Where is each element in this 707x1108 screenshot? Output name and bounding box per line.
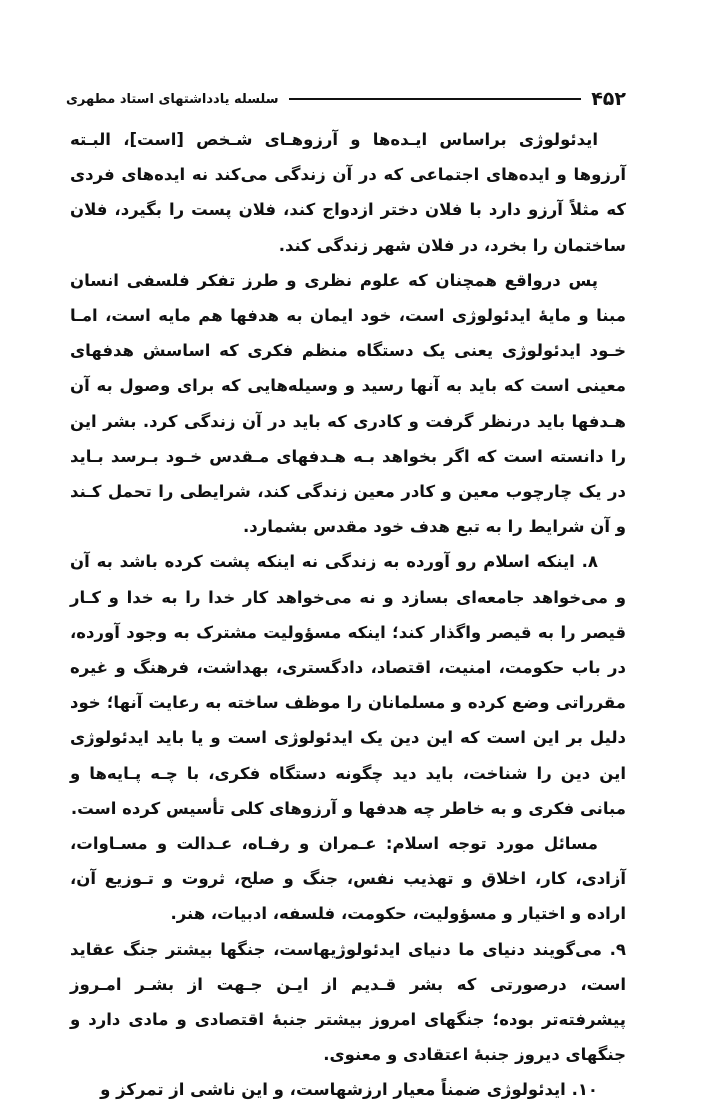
paragraph-item-9: ۹. می‌گویند دنیای ما دنیای ایدئولوژیهاست، جنگها بیشتر جنگ عقاید است، درصورتی که بشر قـدیم از ایـن جـهت از بشـر امـروز پیشرفته‌تر بوده؛ جنگهای امروز بیشتر جنبۀ اقتصادی و مادی دارد و جنگهای دیروز جنبۀ اعتقادی و معنوی. bbox=[70, 939, 626, 1065]
paragraph-item-8: ۸. اینکه اسلام رو آورده به زندگی نه اینکه پشت کرده باشد به آن و می‌خواهد جامعه‌ای بسازد و نه می‌خواهد کار خدا را به خدا و کـار قیصر را به قیصر واگذار کند؛ اینکه مسؤولیت مشترک به وجود آورده، در باب حکومت، امنیت، اقتصاد، دادگستری، بهداشت، فرهنگ و غیره مقرراتی وضع کرده و مسلمانان را موظف ساخته به رعایت آنها؛ خود دلیل بر این است که این دین یک ایدئولوژی است و یا باید ایدئولوژی این دین را شناخت، باید دید چگونه دستگاه فکری، با چـه پـایه‌ها و مبانی فکری و به خاطر چه هدفها و آرزوهای کلی تأسیس کرده است. bbox=[70, 552, 626, 818]
header-rule bbox=[289, 98, 582, 100]
running-title: سلسله یادداشتهای استاد مطهری bbox=[66, 91, 279, 107]
paragraph-islam-issues: مسائل مورد توجه اسلام: عـمران و رفـاه، عـدالت و مسـاوات، آزادی، کار، اخلاق و تهذیب نفس، جنگ و صلح، ثروت و تـوزیع آن، اراده و اختیار و مسؤولیت، حکومت، فلسفه، ادبیات، هنر. bbox=[70, 834, 626, 924]
page-number: ۴۵۲ bbox=[591, 88, 626, 110]
page-header bbox=[66, 86, 626, 112]
body-text bbox=[70, 122, 626, 1108]
paragraph-ideology-definition: ایدئولوژی براساس ایـده‌ها و آرزوهـای شـخص [است]، البـته آرزوها و ایده‌های اجتماعی که در آن زندگی می‌کند نه ایده‌های فردی که مثلاً آرزو دارد با فلان دختر ازدواج کند، فلان پست را بگیرد، فلان ساختمان را بخرد، در فلان شهر زندگی کند. bbox=[70, 130, 626, 255]
paragraph-item-10: ۱۰. ایدئولوژی ضمناً معیار ارزشهاست، و این ناشی از تمرکز و bbox=[100, 1080, 598, 1100]
paragraph-ideology-goals: پس درواقع همچنان که علوم نظری و طرز تفکر فلسفی انسان مبنا و مایۀ ایدئولوژی است، خود ایمان به هدفها هم مایه است، امـا خـود ایدئولوژی یعنی یک دستگاه منظم فکری که اساسش هدفهای معینی است که باید به آنها رسید و وسیله‌هایی که برای وصول به آن هـدفها باید درنظر گرفت و کادری که باید در آن زندگی کرد. بشر این را دانسته است که اگر بخواهد بـه هـدفهای مـقدس خـود بـرسد بـاید در یک چارچوب معین و کادر معین زندگی کند، شرایطی را تحمل کـند و آن شرایط را به تبع هدف خود مقدس بشمارد. bbox=[70, 270, 626, 537]
